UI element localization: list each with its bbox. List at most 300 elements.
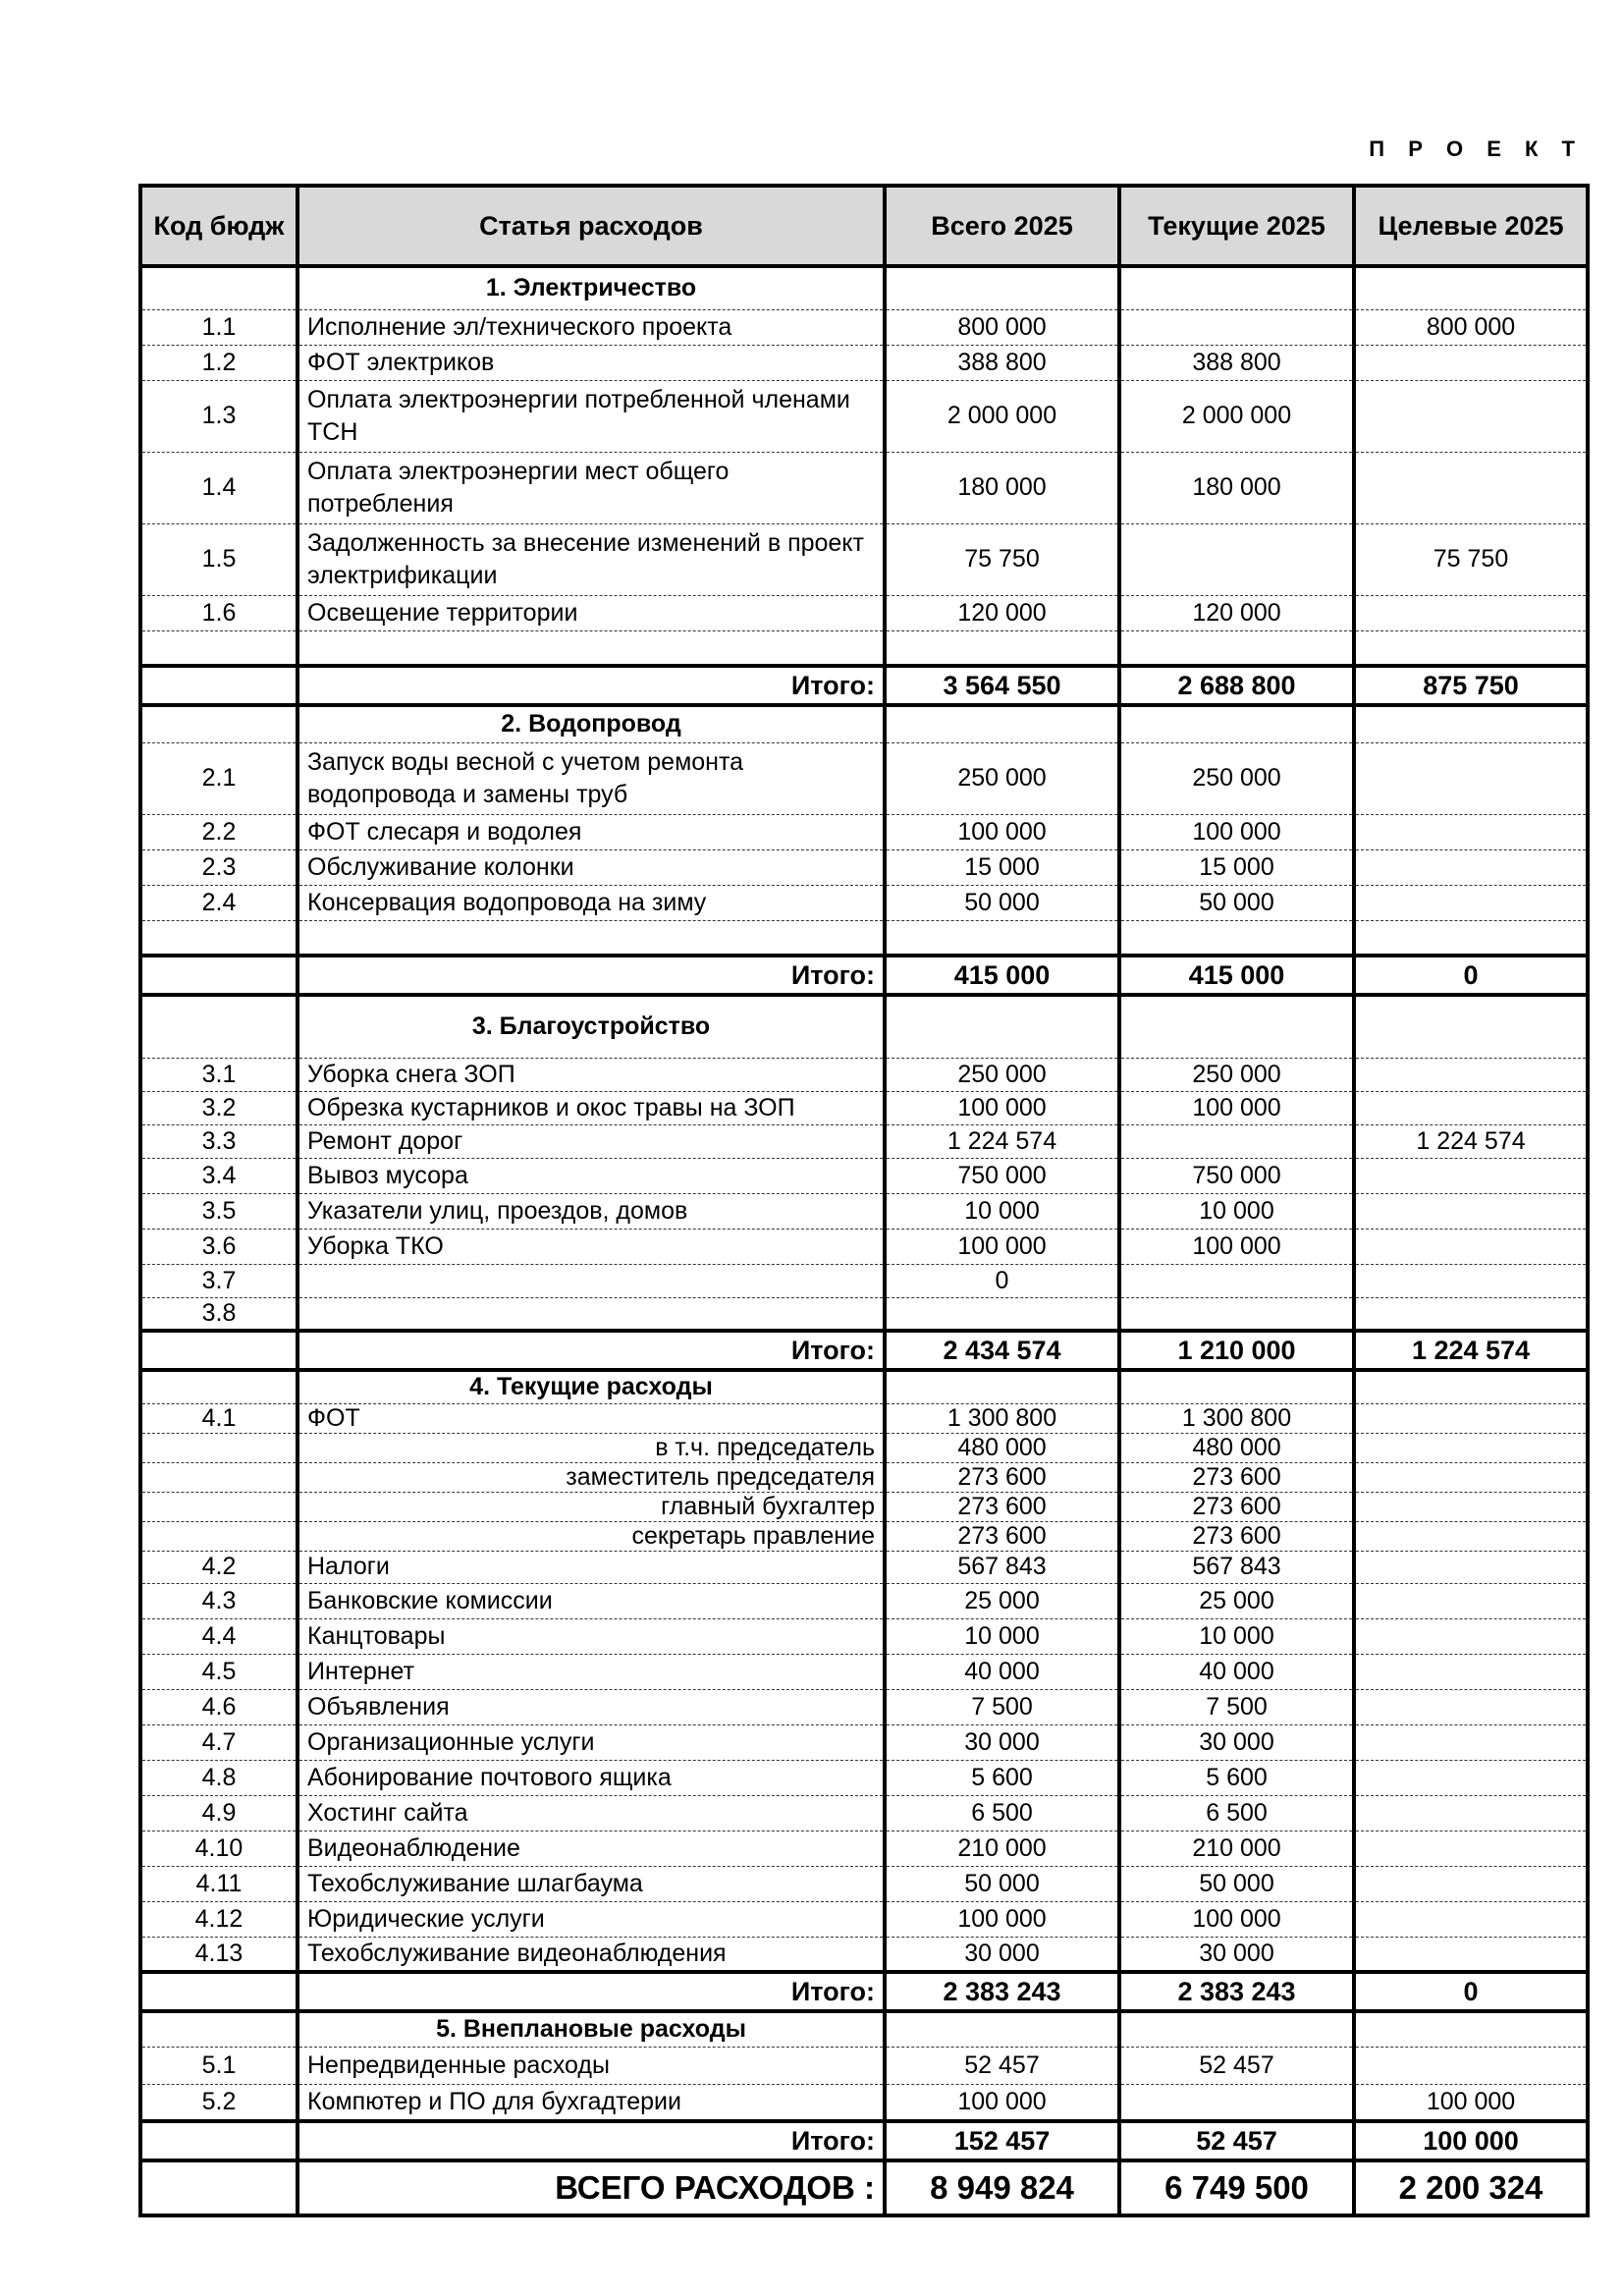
row-code: 3.6 <box>140 1229 298 1264</box>
section-header-row <box>140 705 1588 742</box>
row-target <box>1354 1583 1588 1618</box>
header-target: Целевые 2025 <box>1354 186 1588 266</box>
row-current: 52 457 <box>1119 2047 1354 2084</box>
row-target <box>1354 1521 1588 1551</box>
budget-row <box>140 1795 1588 1831</box>
budget-row <box>140 1654 1588 1689</box>
section-title: 2. Водопровод <box>298 705 885 742</box>
row-total: 10 000 <box>885 1193 1119 1229</box>
row-total: 6 500 <box>885 1795 1119 1831</box>
section-target-cell <box>1354 995 1588 1058</box>
row-item: Оплата электроэнергии мест общего потребления <box>298 452 885 523</box>
section-code-cell <box>140 266 298 309</box>
row-code: 3.5 <box>140 1193 298 1229</box>
budget-row <box>140 1264 1588 1297</box>
budget-row <box>140 1158 1588 1193</box>
row-target: 100 000 <box>1354 2084 1588 2121</box>
row-total: 50 000 <box>885 1866 1119 1901</box>
row-current: 50 000 <box>1119 1866 1354 1901</box>
budget-row <box>140 1521 1588 1551</box>
row-item: Банковские комиссии <box>298 1583 885 1618</box>
row-item <box>298 1264 885 1297</box>
row-code: 3.8 <box>140 1297 298 1331</box>
row-target <box>1354 1795 1588 1831</box>
row-total: 250 000 <box>885 742 1119 814</box>
row-total: 30 000 <box>885 1937 1119 1972</box>
row-target <box>1354 920 1588 956</box>
row-item: Канцтовары <box>298 1618 885 1654</box>
row-current: 10 000 <box>1119 1618 1354 1654</box>
row-code: 4.10 <box>140 1831 298 1866</box>
row-code: 2.3 <box>140 849 298 885</box>
grand-code-cell <box>140 2160 298 2215</box>
budget-row <box>140 920 1588 956</box>
row-item: Компютер и ПО для бухгадтерии <box>298 2084 885 2121</box>
total-current: 1 210 000 <box>1119 1331 1354 1370</box>
grand-total-label: ВСЕГО РАСХОДОВ : <box>298 2160 885 2215</box>
budget-row <box>140 885 1588 920</box>
row-code: 3.7 <box>140 1264 298 1297</box>
row-target <box>1354 1462 1588 1492</box>
row-current: 7 500 <box>1119 1689 1354 1724</box>
row-item: главный бухгалтер <box>298 1492 885 1521</box>
row-total: 273 600 <box>885 1462 1119 1492</box>
total-sum: 2 383 243 <box>885 1972 1119 2011</box>
section-total-cell <box>885 266 1119 309</box>
section-code-cell <box>140 705 298 742</box>
row-total: 5 600 <box>885 1760 1119 1795</box>
row-item: Обслуживание колонки <box>298 849 885 885</box>
row-code: 4.5 <box>140 1654 298 1689</box>
section-target-cell <box>1354 2011 1588 2047</box>
row-target <box>1354 1264 1588 1297</box>
row-item: Интернет <box>298 1654 885 1689</box>
row-current <box>1119 630 1354 666</box>
total-label: Итого: <box>298 2121 885 2160</box>
row-code: 1.5 <box>140 523 298 595</box>
row-item: Задолженность за внесение изменений в проект электрификации <box>298 523 885 595</box>
row-current: 250 000 <box>1119 1058 1354 1091</box>
row-current <box>1119 920 1354 956</box>
row-total: 1 300 800 <box>885 1403 1119 1433</box>
row-current: 750 000 <box>1119 1158 1354 1193</box>
row-item: Абонирование почтового ящика <box>298 1760 885 1795</box>
total-current: 415 000 <box>1119 956 1354 995</box>
header-total: Всего 2025 <box>885 186 1119 266</box>
row-current: 210 000 <box>1119 1831 1354 1866</box>
section-title: 1. Электричество <box>298 266 885 309</box>
row-code: 4.13 <box>140 1937 298 1972</box>
row-total: 480 000 <box>885 1433 1119 1462</box>
row-current: 10 000 <box>1119 1193 1354 1229</box>
row-current: 480 000 <box>1119 1433 1354 1462</box>
row-target <box>1354 1760 1588 1795</box>
section-total-cell <box>885 705 1119 742</box>
section-current-cell <box>1119 266 1354 309</box>
row-total: 800 000 <box>885 309 1119 345</box>
row-item: Освещение территории <box>298 595 885 630</box>
row-total: 100 000 <box>885 1091 1119 1124</box>
row-total: 750 000 <box>885 1158 1119 1193</box>
row-item: ФОТ электриков <box>298 345 885 380</box>
row-target <box>1354 814 1588 849</box>
budget-row <box>140 1297 1588 1331</box>
total-target: 0 <box>1354 1972 1588 2011</box>
row-total: 52 457 <box>885 2047 1119 2084</box>
row-code: 4.6 <box>140 1689 298 1724</box>
budget-row <box>140 309 1588 345</box>
section-total-row <box>140 2121 1588 2160</box>
budget-row <box>140 849 1588 885</box>
row-item: Обрезка кустарников и окос травы на ЗОП <box>298 1091 885 1124</box>
row-code: 4.1 <box>140 1403 298 1433</box>
row-target <box>1354 1866 1588 1901</box>
row-target <box>1354 1689 1588 1724</box>
row-current: 40 000 <box>1119 1654 1354 1689</box>
row-item: Консервация водопровода на зиму <box>298 885 885 920</box>
row-item: Организационные услуги <box>298 1724 885 1760</box>
budget-row <box>140 345 1588 380</box>
budget-row <box>140 1091 1588 1124</box>
row-total: 273 600 <box>885 1521 1119 1551</box>
row-item: Непредвиденные расходы <box>298 2047 885 2084</box>
total-code-cell <box>140 1972 298 2011</box>
row-item <box>298 920 885 956</box>
row-current: 273 600 <box>1119 1492 1354 1521</box>
budget-row <box>140 1831 1588 1866</box>
row-code: 4.2 <box>140 1551 298 1583</box>
row-target <box>1354 1654 1588 1689</box>
row-item: в т.ч. председатель <box>298 1433 885 1462</box>
total-label: Итого: <box>298 1972 885 2011</box>
row-target <box>1354 1901 1588 1937</box>
section-target-cell <box>1354 1370 1588 1403</box>
row-target <box>1354 380 1588 452</box>
row-target <box>1354 1551 1588 1583</box>
row-current: 100 000 <box>1119 814 1354 849</box>
section-total-cell <box>885 995 1119 1058</box>
row-total: 30 000 <box>885 1724 1119 1760</box>
row-code: 4.11 <box>140 1866 298 1901</box>
total-label: Итого: <box>298 956 885 995</box>
row-target: 800 000 <box>1354 309 1588 345</box>
section-header-row <box>140 266 1588 309</box>
row-code: 4.7 <box>140 1724 298 1760</box>
row-code <box>140 1521 298 1551</box>
budget-row <box>140 1618 1588 1654</box>
budget-row <box>140 1866 1588 1901</box>
row-item: заместитель председателя <box>298 1462 885 1492</box>
row-total <box>885 630 1119 666</box>
budget-row <box>140 452 1588 523</box>
row-code: 1.3 <box>140 380 298 452</box>
row-current <box>1119 309 1354 345</box>
row-item: Исполнение эл/технического проекта <box>298 309 885 345</box>
row-item: Техобслуживание шлагбаума <box>298 1866 885 1901</box>
section-total-row <box>140 956 1588 995</box>
row-current: 100 000 <box>1119 1901 1354 1937</box>
row-item: ФОТ слесаря и водолея <box>298 814 885 849</box>
section-total-cell <box>885 1370 1119 1403</box>
row-target <box>1354 452 1588 523</box>
total-label: Итого: <box>298 1331 885 1370</box>
row-target <box>1354 1831 1588 1866</box>
row-code: 1.2 <box>140 345 298 380</box>
row-target <box>1354 885 1588 920</box>
row-total: 250 000 <box>885 1058 1119 1091</box>
grand-total-sum: 8 949 824 <box>885 2160 1119 2215</box>
row-current <box>1119 1264 1354 1297</box>
row-item: Уборка снега ЗОП <box>298 1058 885 1091</box>
row-current: 30 000 <box>1119 1937 1354 1972</box>
row-total: 15 000 <box>885 849 1119 885</box>
row-code: 4.12 <box>140 1901 298 1937</box>
row-total: 120 000 <box>885 595 1119 630</box>
total-code-cell <box>140 2121 298 2160</box>
row-target: 75 750 <box>1354 523 1588 595</box>
row-code: 3.3 <box>140 1124 298 1158</box>
section-total-row <box>140 1331 1588 1370</box>
row-current: 180 000 <box>1119 452 1354 523</box>
section-header-row <box>140 995 1588 1058</box>
total-target: 1 224 574 <box>1354 1331 1588 1370</box>
row-current: 5 600 <box>1119 1760 1354 1795</box>
section-code-cell <box>140 2011 298 2047</box>
budget-row <box>140 1492 1588 1521</box>
row-total: 388 800 <box>885 345 1119 380</box>
total-target: 100 000 <box>1354 2121 1588 2160</box>
row-current: 25 000 <box>1119 1583 1354 1618</box>
row-code <box>140 920 298 956</box>
budget-row <box>140 2047 1588 2084</box>
row-code: 4.8 <box>140 1760 298 1795</box>
row-current <box>1119 1124 1354 1158</box>
header-item: Статья расходов <box>298 186 885 266</box>
row-code: 2.1 <box>140 742 298 814</box>
row-target <box>1354 1158 1588 1193</box>
grand-total-current: 6 749 500 <box>1119 2160 1354 2215</box>
row-total: 7 500 <box>885 1689 1119 1724</box>
row-total: 100 000 <box>885 2084 1119 2121</box>
row-item: Хостинг сайта <box>298 1795 885 1831</box>
row-item: Уборка ТКО <box>298 1229 885 1264</box>
row-item: Оплата электроэнергии потребленной членами ТСН <box>298 380 885 452</box>
section-code-cell <box>140 995 298 1058</box>
budget-row <box>140 630 1588 666</box>
total-sum: 415 000 <box>885 956 1119 995</box>
row-code: 1.1 <box>140 309 298 345</box>
row-item <box>298 630 885 666</box>
row-code: 1.4 <box>140 452 298 523</box>
row-item: Налоги <box>298 1551 885 1583</box>
row-code <box>140 1462 298 1492</box>
budget-table <box>138 184 1590 2217</box>
row-target <box>1354 742 1588 814</box>
row-target <box>1354 345 1588 380</box>
row-total: 2 000 000 <box>885 380 1119 452</box>
grand-total-row <box>140 2160 1588 2215</box>
row-target <box>1354 2047 1588 2084</box>
total-code-cell <box>140 956 298 995</box>
budget-row <box>140 1551 1588 1583</box>
header-current: Текущие 2025 <box>1119 186 1354 266</box>
row-code: 1.6 <box>140 595 298 630</box>
total-target: 0 <box>1354 956 1588 995</box>
budget-row <box>140 2084 1588 2121</box>
row-current: 6 500 <box>1119 1795 1354 1831</box>
budget-row <box>140 1937 1588 1972</box>
row-target <box>1354 595 1588 630</box>
row-current: 250 000 <box>1119 742 1354 814</box>
total-code-cell <box>140 1331 298 1370</box>
row-target <box>1354 1403 1588 1433</box>
section-code-cell <box>140 1370 298 1403</box>
section-total-cell <box>885 2011 1119 2047</box>
row-item: Ремонт дорог <box>298 1124 885 1158</box>
row-code: 4.3 <box>140 1583 298 1618</box>
row-total: 0 <box>885 1264 1119 1297</box>
row-current <box>1119 523 1354 595</box>
budget-row <box>140 1229 1588 1264</box>
section-total-row <box>140 1972 1588 2011</box>
grand-total-target: 2 200 324 <box>1354 2160 1588 2215</box>
total-code-cell <box>140 666 298 705</box>
row-code: 2.2 <box>140 814 298 849</box>
row-item: Запуск воды весной с учетом ремонта водопровода и замены труб <box>298 742 885 814</box>
row-code: 3.2 <box>140 1091 298 1124</box>
row-target: 1 224 574 <box>1354 1124 1588 1158</box>
budget-row <box>140 1583 1588 1618</box>
row-target <box>1354 1229 1588 1264</box>
row-total: 40 000 <box>885 1654 1119 1689</box>
row-total: 75 750 <box>885 523 1119 595</box>
budget-row <box>140 523 1588 595</box>
row-total: 100 000 <box>885 1229 1119 1264</box>
section-header-row <box>140 2011 1588 2047</box>
budget-row <box>140 814 1588 849</box>
row-current: 273 600 <box>1119 1521 1354 1551</box>
row-current <box>1119 1297 1354 1331</box>
row-code: 4.4 <box>140 1618 298 1654</box>
budget-body <box>140 266 1588 2215</box>
total-label: Итого: <box>298 666 885 705</box>
budget-row <box>140 1433 1588 1462</box>
row-total: 180 000 <box>885 452 1119 523</box>
section-title: 5. Внеплановые расходы <box>298 2011 885 2047</box>
row-item: Видеонаблюдение <box>298 1831 885 1866</box>
row-target <box>1354 1937 1588 1972</box>
budget-row <box>140 1724 1588 1760</box>
row-item: Техобслуживание видеонаблюдения <box>298 1937 885 1972</box>
row-item: Указатели улиц, проездов, домов <box>298 1193 885 1229</box>
row-current: 100 000 <box>1119 1091 1354 1124</box>
budget-row <box>140 1901 1588 1937</box>
row-target <box>1354 1058 1588 1091</box>
row-current: 50 000 <box>1119 885 1354 920</box>
row-current: 30 000 <box>1119 1724 1354 1760</box>
row-total: 1 224 574 <box>885 1124 1119 1158</box>
row-target <box>1354 630 1588 666</box>
row-code: 4.9 <box>140 1795 298 1831</box>
total-target: 875 750 <box>1354 666 1588 705</box>
section-current-cell <box>1119 1370 1354 1403</box>
row-code <box>140 630 298 666</box>
total-sum: 2 434 574 <box>885 1331 1119 1370</box>
row-code: 3.1 <box>140 1058 298 1091</box>
row-total: 25 000 <box>885 1583 1119 1618</box>
row-item: Объявления <box>298 1689 885 1724</box>
section-title: 3. Благоустройство <box>298 995 885 1058</box>
header-row <box>140 186 1588 266</box>
row-item: ФОТ <box>298 1403 885 1433</box>
row-current <box>1119 2084 1354 2121</box>
row-item: секретарь правление <box>298 1521 885 1551</box>
row-code: 5.2 <box>140 2084 298 2121</box>
budget-row <box>140 1462 1588 1492</box>
total-current: 2 688 800 <box>1119 666 1354 705</box>
row-target <box>1354 1492 1588 1521</box>
row-total: 50 000 <box>885 885 1119 920</box>
row-current: 388 800 <box>1119 345 1354 380</box>
row-total <box>885 920 1119 956</box>
row-item: Юридические услуги <box>298 1901 885 1937</box>
row-total: 210 000 <box>885 1831 1119 1866</box>
section-header-row <box>140 1370 1588 1403</box>
row-target <box>1354 1724 1588 1760</box>
budget-row <box>140 1689 1588 1724</box>
row-target <box>1354 1433 1588 1462</box>
row-code: 5.1 <box>140 2047 298 2084</box>
row-target <box>1354 1091 1588 1124</box>
row-current: 2 000 000 <box>1119 380 1354 452</box>
row-code: 3.4 <box>140 1158 298 1193</box>
row-code <box>140 1492 298 1521</box>
row-total: 273 600 <box>885 1492 1119 1521</box>
header-code: Код бюдж <box>140 186 298 266</box>
row-total <box>885 1297 1119 1331</box>
total-current: 2 383 243 <box>1119 1972 1354 2011</box>
row-total: 100 000 <box>885 1901 1119 1937</box>
row-total: 567 843 <box>885 1551 1119 1583</box>
section-current-cell <box>1119 2011 1354 2047</box>
total-current: 52 457 <box>1119 2121 1354 2160</box>
total-sum: 152 457 <box>885 2121 1119 2160</box>
row-target <box>1354 849 1588 885</box>
row-item <box>298 1297 885 1331</box>
row-total: 10 000 <box>885 1618 1119 1654</box>
section-total-row <box>140 666 1588 705</box>
budget-row <box>140 742 1588 814</box>
row-current: 120 000 <box>1119 595 1354 630</box>
budget-row <box>140 1403 1588 1433</box>
row-code <box>140 1433 298 1462</box>
budget-row <box>140 1124 1588 1158</box>
budget-row <box>140 595 1588 630</box>
section-target-cell <box>1354 266 1588 309</box>
row-code: 2.4 <box>140 885 298 920</box>
project-stamp: П Р О Е К Т <box>1369 137 1584 161</box>
budget-row <box>140 1760 1588 1795</box>
row-current: 15 000 <box>1119 849 1354 885</box>
row-current: 273 600 <box>1119 1462 1354 1492</box>
row-item: Вывоз мусора <box>298 1158 885 1193</box>
budget-row <box>140 380 1588 452</box>
row-current: 567 843 <box>1119 1551 1354 1583</box>
row-target <box>1354 1297 1588 1331</box>
row-total: 100 000 <box>885 814 1119 849</box>
row-target <box>1354 1193 1588 1229</box>
budget-row <box>140 1193 1588 1229</box>
